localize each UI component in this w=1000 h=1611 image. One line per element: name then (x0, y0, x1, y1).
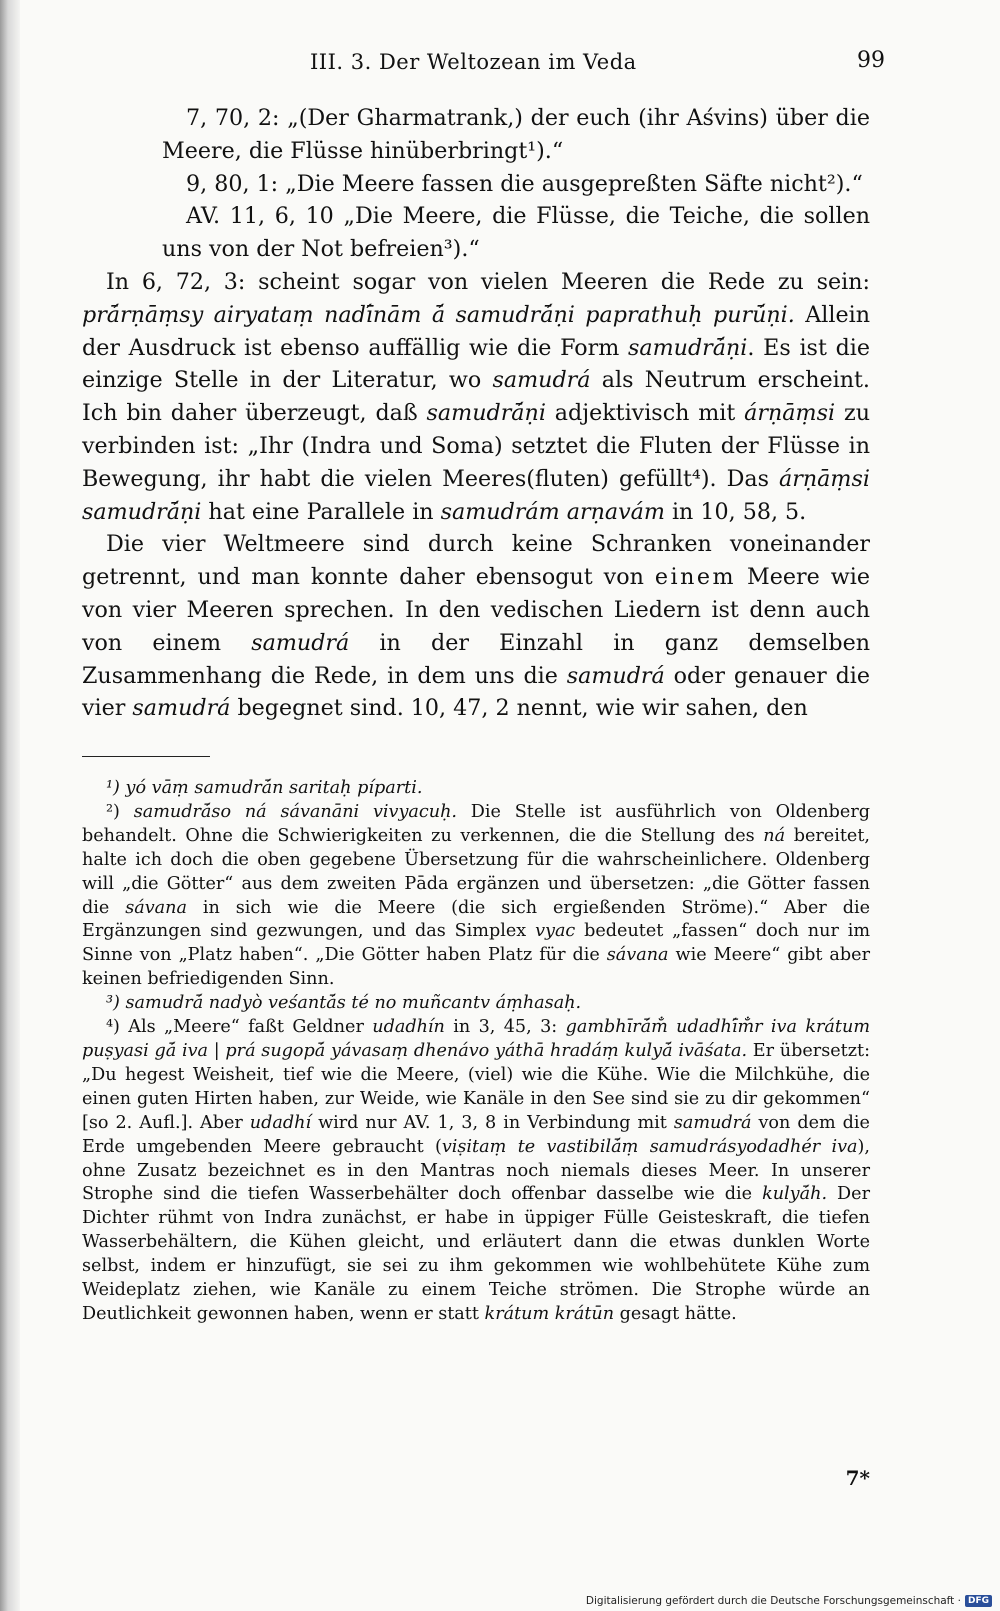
p1-text-k: zu verbinden ist: „Ihr (Indra und Soma) setztet die Fluten der Flüsse in Bewegung, ihr habt die vielen Meeres(fluten) gefüllt⁴). Das (82, 400, 870, 492)
book-spine-shadow (0, 0, 20, 1611)
p1-text-g: als Neutrum erscheint. Ich bin daher überzeugt, daß (82, 367, 870, 427)
signature-mark: 7* (845, 1466, 870, 1490)
p1-text-o: in 10, 58, 5. (664, 498, 807, 525)
p2-text-i: begegnet sind. 10, 47, 2 nennt, wie wir sahen, den (230, 695, 808, 722)
fn4-kratum: krátum krátūn (484, 1303, 615, 1324)
dfg-logo: DFG (965, 1595, 992, 1607)
fn2-text-c: Die Stelle ist ausführlich von Oldenberg behandelt. Ohne die Schwierigkeiten zu verkennen, die die Stellung des (82, 801, 870, 846)
fn4-udadhin: udadhín (372, 1017, 445, 1038)
footnote-2 (82, 801, 870, 992)
fn4-kulyah: kulyā́h. (762, 1184, 828, 1205)
p1-sanskrit-f: samudrá (492, 367, 591, 394)
running-title: III. 3. Der Weltozean im Veda (310, 50, 637, 74)
p1-sanskrit-b: prā́rṇāṃsy airyataṃ nadī́nām ā́ samudrā́ṇi paprathuḥ purū́ṇi. (82, 301, 795, 328)
fn4-udadhi: udadhí (249, 1112, 312, 1133)
footnote-rule (82, 756, 210, 757)
p2-text-c: Meere wie von vier Meeren sprechen. In den vedischen Liedern ist denn auch von einem (82, 564, 870, 656)
main-text (82, 102, 870, 725)
quote-3-text: AV. 11, 6, 10 „Die Meere, die Flüsse, die Teiche, die sollen uns von der Not befreien³).“ (162, 203, 870, 263)
p2-text-e: in der Einzahl in ganz demselben Zusammenhang die Rede, in dem uns die (82, 629, 870, 689)
footer-text: Digitalisierung gefördert durch die Deutsche Forschungsgemeinschaft · (585, 1595, 961, 1607)
running-header (82, 46, 885, 78)
p2-text-g: oder genauer die vier (82, 662, 870, 722)
p1-sanskrit-l: árṇāṃsi samudrā́ṇi (82, 465, 870, 525)
quote-line-1 (82, 102, 870, 168)
fn4-text-g: wird nur AV. 1, 3, 8 in Verbindung mit (311, 1112, 674, 1133)
fn4-text-i: von dem die Erde umgebenden Meere gebraucht ( (82, 1112, 870, 1157)
fn4-av-quote: viṣitaṃ te vastibilā́ṃ samudrásyodadhér iva (441, 1136, 858, 1157)
p1-sanskrit-d: samudrā́ṇi (628, 334, 748, 361)
fn4-verse: gambhīrā́m̐ udadhī́m̐r iva krátum puṣyasi gā́ iva | prá sugopā́ yávasaṃ dhenávo yáthā hradáṃ kulyā́ ivāśata. (82, 1017, 871, 1061)
quote-1-text: 7, 70, 2: „(Der Gharmatrank,) der euch (ihr Aśvins) über die Meere, die Flüsse hinüberbringt¹).“ (162, 105, 870, 164)
fn2-text-e: bereitet, halte ich doch die oben gegebene Übersetzung für die wahrscheinlichere. Oldenberg will „die Götter“ aus dem zweiten Pāda ergänzen und übersetzen: „die Götter fassen die (82, 825, 870, 918)
quote-line-2 (82, 168, 870, 201)
p1-sanskrit-n: samudrám arṇavám (440, 498, 665, 525)
fn2-na: ná (763, 825, 786, 846)
p2-sanskrit-h: samudrá (132, 695, 231, 722)
p2-text-a: Die vier Weltmeere sind durch keine Schranken voneinander getrennt, und man konnte daher ebensogut von (82, 531, 870, 591)
fn2-text-k: wie Meere“ gibt aber keinen befriedigenden Sinn. (82, 945, 871, 990)
p2-sanskrit-f: samudrá (566, 662, 665, 689)
fn4-text-k: ), ohne Zusatz bezeichnet es in den Mantras noch niemals dieses Meer. In unserer Strophe sind die tiefen Wasserbehälter doch offenbar dasselbe wie die (82, 1136, 870, 1205)
fn4-text-o: gesagt hätte. (614, 1303, 737, 1324)
fn2-vyac: vyac (535, 921, 576, 942)
p1-sanskrit-h: samudrā́ṇi (426, 400, 546, 427)
paragraph-1 (82, 266, 870, 528)
p1-text-a: In 6, 72, 3: scheint sogar von vielen Meeren die Rede zu sein: (106, 268, 870, 295)
fn4-samudra: samudrá (673, 1112, 752, 1133)
quote-2-text: 9, 80, 1: „Die Meere fassen die ausgepreßten Säfte nicht²).“ (186, 170, 863, 197)
digitization-footer (586, 1595, 992, 1607)
p2-sanskrit-d: samudrá (251, 629, 350, 656)
p1-text-c: Allein der Ausdruck ist ebenso auffällig wie die Form (82, 301, 870, 361)
fn4-text-a: ⁴) Als „Meere“ faßt Geldner (106, 1017, 373, 1038)
footnote-4 (82, 1016, 870, 1327)
footnotes (82, 777, 870, 1327)
paragraph-2 (82, 528, 870, 725)
page-number: 99 (857, 48, 885, 73)
p2-spaced-word: einem (654, 564, 737, 591)
fn2-savana-1: sávana (125, 897, 187, 918)
footnote-3 (82, 992, 870, 1016)
fn4-text-e: Er übersetzt: „Du hegest Weisheit, tief wie die Meere, (viel) wie die Kühe. Wie die Milchkühe, die einen guten Hirten haben, zur Weide, wie Kanäle in den See sind sie zu dir gekommen“ [so 2. Aufl.]. Aber (82, 1040, 870, 1133)
fn4-text-m: Der Dichter rühmt von Indra zunächst, er habe in üppiger Fülle Geisteskraft, die tiefen Wasserbehältern, die Kühen gleicht, und erläutert dann die etwas dunklen Worte selbst, indem er hinzufügt, sie sei zu ihm gekommen wie wohlbehütete Kühe zum Weideplatz ziehen, wie Kanäle zu einem Teiche strömen. Die Strophe würde an Deutlichkeit gewonnen haben, wenn er statt (82, 1184, 870, 1324)
quote-line-3 (82, 200, 870, 266)
fn3-text: ³) samudrā́ nadyò veśantā́s té no muñcantv áṃhasaḥ. (106, 993, 582, 1014)
p1-text-e: . Es ist die einzige Stelle in der Literatur, wo (82, 334, 871, 394)
fn4-text-c: in 3, 45, 3: (444, 1017, 566, 1038)
p1-sanskrit-j: árṇāṃsi (744, 400, 836, 427)
fn2-savana-2: sávana (606, 945, 669, 966)
p1-text-i: adjektivisch mit (545, 400, 745, 427)
fn2-text-i: bedeutet „fassen“ doch nur im Sinne von „Platz haben“. „Die Götter haben Platz für die (82, 921, 871, 966)
footnote-1 (82, 777, 870, 801)
p1-text-m: hat eine Parallele in (201, 498, 441, 525)
fn2-text-g: in sich wie die Meere (die sich ergießenden Ströme).“ Aber die Ergänzungen sind gezwungen, und das Simplex (82, 897, 870, 942)
fn1-text: ¹) yó vāṃ samudrā́n saritaḥ píparti. (106, 778, 423, 798)
fn2-sanskrit: samudrā́so ná sávanāni vivyacuḥ. (133, 801, 458, 822)
fn2-marker: ²) (106, 801, 134, 822)
